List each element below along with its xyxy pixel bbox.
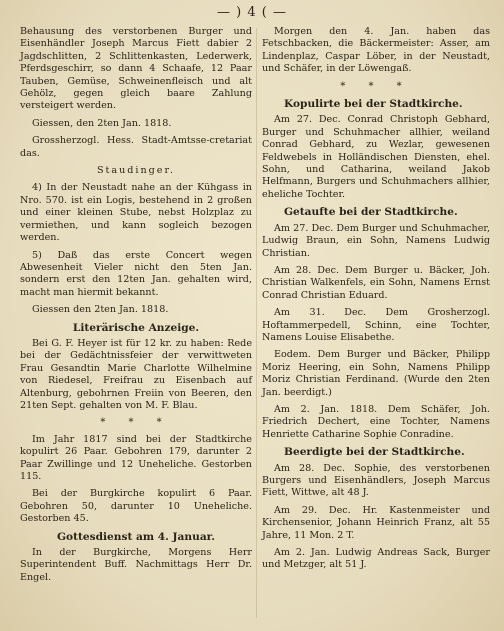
lodging-notice: 4) In der Neustadt nahe an der Kühgass in Nro. 570. ist ein Logis, bestehend in 2 großen und einer kleinen Stube, nebst Holzplaz zu vermiethen, und kann sogleich bezogen werden. bbox=[20, 182, 252, 244]
service-heading: Gottesdienst am 4. Januar. bbox=[57, 530, 215, 543]
burial-entry: Am 2. Jan. Ludwig Andreas Sack, Burger und Metzger, alt 51 J. bbox=[262, 547, 490, 571]
auction-notice-office: Grossherzogl. Hess. Stadt-Amtsse-cretariat das. bbox=[20, 135, 252, 159]
auction-notice-signature: Staudinger. bbox=[96, 165, 176, 177]
left-column bbox=[20, 26, 252, 589]
column-divider bbox=[256, 28, 257, 618]
literary-heading: Literärische Anzeige. bbox=[72, 321, 200, 334]
burials-heading: Beerdigte bei der Stadtkirche. bbox=[284, 446, 465, 459]
baptism-entry: Am 2. Jan. 1818. Dem Schäfer, Joh. Friedrich Dechert, eine Tochter, Namens Henriette Catharine Sophie Conradine. bbox=[262, 403, 490, 440]
baptism-entry: Am 31. Dec. Dem Grosherzogl. Hoftammerpedell, Schinn, eine Tochter, Namens Louise Elisabethe. bbox=[262, 307, 490, 343]
marriage-entry: Am 27. Dec. Conrad Christoph Gebhard, Burger und Schuhmacher allhier, weiland Conrad Gebhard, zu Wezlar, gewesenen Feldwebels in Holländischen Diensten, ehel. Sohn, und Catharina, weiland Jakob Helfmann, Burgers und Schuhmachers allhier, eheliche Tochter. bbox=[262, 114, 490, 200]
baptism-entry: Eodem. Dem Burger und Bäcker, Philipp Moriz Heering, ein Sohn, Namens Philipp Moriz Christian Ferdinand. (Wurde den 2ten Jan. beerdigt.) bbox=[262, 349, 490, 398]
service-notice: In der Burgkirche, Morgens Herr Superintendent Buff. Nachmittags Herr Dr. Engel. bbox=[20, 547, 252, 583]
burial-entry: Am 28. Dec. Sophie, des verstorbenen Burgers und Eisenhändlers, Joseph Marcus Fiett, Wittwe, alt 48 J. bbox=[262, 462, 490, 499]
auction-notice: Behausung des verstorbenen Burger und Eisenhändler Joseph Marcus Fiett dabier 2 Jagdschlitten, 2 Schlittenkasten, Lederwerk, Pferdsgeschirr, so dann 4 Schaafe, 12 Paar Tauben, Gemüse, Schweinenfleisch und alt Gehölz, gegen gleich baare Zahlung versteigert werden. bbox=[20, 26, 252, 112]
concert-notice-date: Giessen den 2ten Jan. 1818. bbox=[32, 304, 169, 316]
page-number: — ) 4 ( — bbox=[217, 5, 287, 20]
concert-notice: 5) Daß das erste Concert wegen Abwesenheit Vieler nicht den 5ten Jan. sondern erst den 12ten Jan. gehalten wird, macht man hiermit bekannt. bbox=[20, 249, 252, 298]
right-column bbox=[262, 26, 490, 577]
baptisms-heading: Getaufte bei der Stadtkirche. bbox=[284, 206, 458, 219]
separator-stars: * * * bbox=[100, 417, 172, 429]
literary-notice: Bei G. F. Heyer ist für 12 kr. zu haben: Rede bei der Gedächtnissfeier der verwittweten Frau Gesandtin Marie Charlotte Wilhelmine von Riedesel, Freifrau zu Eisenbach auf Altenburg, gebohrnen Freiin von Beeren, den 21ten Sept. gehalten von M. F. Blau. bbox=[20, 337, 252, 411]
separator-stars-right: * * * bbox=[340, 80, 412, 92]
baptism-entry: Am 28. Dec. Dem Burger u. Bäcker, Joh. Christian Walkenfels, ein Sohn, Namens Ernst Conrad Christian Eduard. bbox=[262, 264, 490, 301]
castle-church-stats: Bei der Burgkirche kopulirt 6 Paar. Gebohren 50, darunter 10 Uneheliche. Gestorben 45. bbox=[20, 488, 252, 525]
city-church-stats: Im Jahr 1817 sind bei der Stadtkirche kopulirt 26 Paar. Gebohren 179, darunter 2 Paar Zwillinge und 12 Uneheliche. Gestorben 115. bbox=[20, 433, 252, 482]
baking-notice: Morgen den 4. Jan. haben das Fetschbacken, die Bäckermeister: Asser, am Lindenplaz, Caspar Löber, in der Neustadt, und Schäfer, in der Löwengaß. bbox=[262, 26, 490, 75]
auction-notice-date: Giessen, den 2ten Jan. 1818. bbox=[32, 117, 172, 129]
marriages-heading: Kopulirte bei der Stadtkirche. bbox=[284, 98, 463, 111]
burial-entry: Am 29. Dec. Hr. Kastenmeister und Kirchensenior, Johann Heinrich Franz, alt 55 Jahre, 11 Mon. 2 T. bbox=[262, 504, 490, 541]
baptism-entry: Am 27. Dec. Dem Burger und Schuhmacher, Ludwig Braun, ein Sohn, Namens Ludwig Christian. bbox=[262, 222, 490, 259]
